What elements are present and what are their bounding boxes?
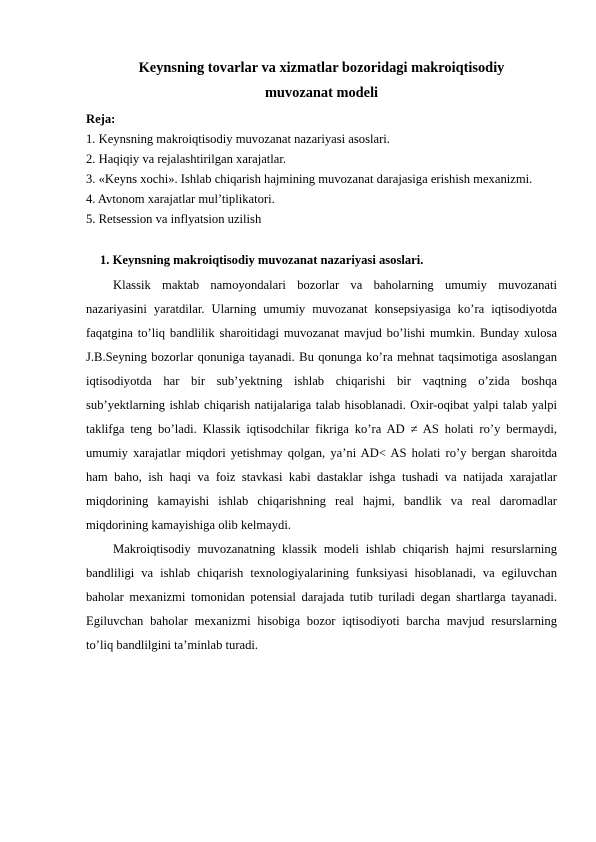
document-title bbox=[86, 56, 557, 106]
plan-heading: Reja: bbox=[86, 112, 116, 126]
title-line-1: Keynsning tovarlar va xizmatlar bozoridagi makroiqtisodiy bbox=[138, 60, 505, 76]
body-paragraph-1: Klassik maktab namoyondalari bozorlar va baholarning umumiy muvozanati nazariyasini yaratdilar. Ularning umumiy muvozanat konsepsiyasiga ko’ra iqtisodiyotda faqatgina to’liq bandlilik sharoitidagi muvozanat mavjud bo’lishi mumkin. Bunday xulosa J.B.Seyning bozorlar qonuniga tayanadi. Bu qonunga ko’ra mehnat taqsimotiga asoslangan iqtisodiyotda har bir sub’yektning ishlab chiqarishi bir vaqtning o’zida boshqa sub’yektlarning ishlab chiqarish natijalariga talab hisoblanadi. Oxir-oqibat yalpi talab yalpi taklifga teng bo’ladi. Klassik iqtisodchilar fikriga ko’ra AD ≠ AS holati ro’y bermaydi, umumiy xarajatlar miqdori yetishmay qolgan, ya’ni AD< AS holati ro’y bergan sharoitda ham baho, ish haqi va foiz stavkasi kabi dastaklar ishga tushadi va natijada xarajatlar miqdorining kamayishi ishlab chiqarishning real hajmi, bandlik va real daromadlar miqdorining kamayishiga olib kelmaydi. bbox=[86, 278, 557, 532]
section-heading: 1. Keynsning makroiqtisodiy muvozanat nazariyasi asoslari. bbox=[100, 253, 424, 267]
body-paragraph-2: Makroiqtisodiy muvozanatning klassik modeli ishlab chiqarish hajmi resurslarning bandliligi va ishlab chiqarish texnologiyalarining funksiyasi hisoblanadi, va egiluvchan baholar mexanizmi tomonidan potensial darajada tutib turiladi degan shartlarga tayanadi. Egiluvchan baholar mexanizmi hisobiga bozor iqtisodiyoti barcha mavjud resurslarning to’liq bandlilgini ta’minlab turadi. bbox=[86, 542, 557, 652]
plan-item-5: 5. Retsession va inflyatsion uzilish bbox=[86, 212, 262, 226]
plan-item-2: 2. Haqiqiy va rejalashtirilgan xarajatlar. bbox=[86, 152, 287, 166]
plan-item-4: 4. Avtonom xarajatlar mul’tiplikatori. bbox=[86, 192, 275, 206]
plan-item-1: 1. Keynsning makroiqtisodiy muvozanat nazariyasi asoslari. bbox=[86, 132, 390, 146]
title-line-2: muvozanat modeli bbox=[264, 85, 379, 101]
plan-item-3: 3. «Keyns xochi». Ishlab chiqarish hajmining muvozanat darajasiga erishish mexanizmi. bbox=[86, 172, 533, 186]
document-page bbox=[86, 56, 557, 657]
